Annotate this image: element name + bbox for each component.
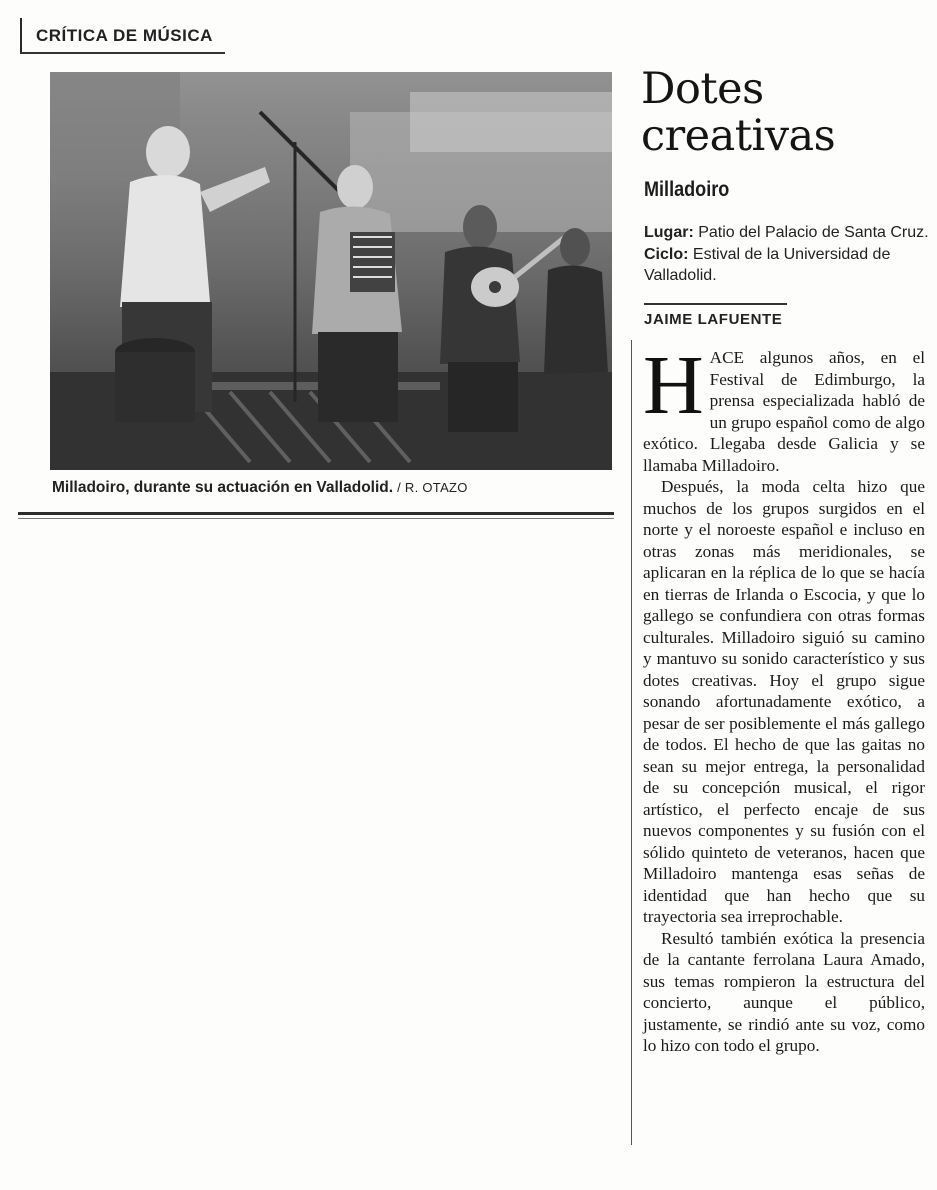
section-underline bbox=[20, 52, 225, 54]
ciclo-label: Ciclo: bbox=[644, 245, 689, 263]
photo-caption bbox=[52, 479, 468, 497]
photo-bottom-rule bbox=[18, 512, 614, 515]
article-band-name: Milladoiro bbox=[644, 178, 730, 201]
concert-photo bbox=[50, 72, 612, 470]
article-author: JAIME LAFUENTE bbox=[644, 311, 783, 328]
author-rule bbox=[644, 303, 787, 305]
lugar-value: Patio del Palacio de Santa Cruz. bbox=[698, 224, 929, 241]
article-headline: Dotes creativas bbox=[641, 64, 836, 161]
paragraph-text: ACE algunos años, en el Festival de Edimburgo, la prensa especializada habló de un grupo español como de algo exótico. Llegaba desde Galicia y se llamaba Milladoiro. bbox=[643, 348, 925, 475]
lugar-label: Lugar: bbox=[644, 224, 694, 241]
article-paragraph: Después, la moda celta hizo que muchos de los grupos surgidos en el norte y el noroeste español e incluso en otras zonas más meridionales, se aplicaran en la réplica de lo que se hacía en tierras de Irlanda o Escocia, y que lo gallego se confundiera con otras formas culturales. Milladoiro siguió su camino y mantuvo su sonido característico y sus dotes creativas. Hoy el grupo sigue sonando afortunadamente exótico, a pesar de ser posiblemente el más gallego de todos. El hecho de que las gaitas no sean su mejor entrega, la personalidad de su concepción musical, el rigor artístico, el perfecto encaje de sus nuevos componentes y su fusión con el sólido quinteto de veteranos, hacen que Milladoiro mantenga esas señas de identidad que han hecho que su trayectoria sea irreprochable. bbox=[643, 477, 925, 926]
article-info-box bbox=[644, 222, 930, 287]
drop-cap: H bbox=[643, 339, 704, 432]
photo-bottom-rule-thin bbox=[18, 518, 614, 519]
caption-text: Milladoiro, durante su actuación en Valladolid. bbox=[52, 479, 394, 496]
ciclo-value: Estival de la Universidad de Valladolid. bbox=[644, 245, 891, 284]
article-paragraph: Resultó también exótica la presencia de la cantante ferrolana Laura Amado, sus temas rompieron la estructura del concierto, aunque el público, justamente, se rindió ante su voz, como lo hizo con todo el grupo. bbox=[643, 928, 925, 1055]
section-label: CRÍTICA DE MÚSICA bbox=[36, 26, 213, 45]
article-paragraph bbox=[643, 339, 925, 476]
section-left-rule bbox=[20, 18, 22, 52]
article-body bbox=[643, 339, 925, 1057]
column-divider bbox=[631, 340, 632, 1145]
photo-credit: / R. OTAZO bbox=[397, 480, 468, 495]
